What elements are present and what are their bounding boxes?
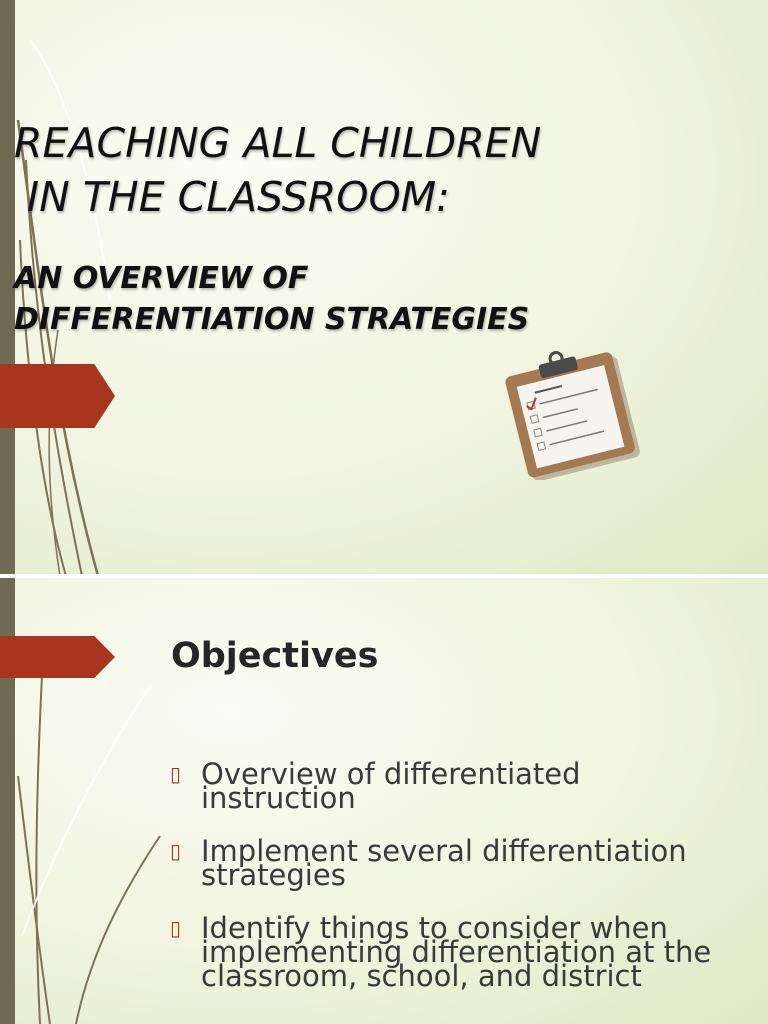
list-item-text: Overview of differentiated instruction: [201, 757, 581, 815]
objectives-heading: Objectives: [171, 636, 379, 676]
objectives-slide: [0, 576, 768, 1024]
slide-divider: [0, 574, 768, 578]
objectives-list: [170, 757, 730, 1017]
bullet-icon: ▯: [170, 916, 182, 940]
checklist-clipboard-icon: [498, 340, 648, 480]
arrow-tab: [0, 636, 115, 678]
list-item-text: Implement several differentiation strategies: [201, 834, 687, 892]
list-item: [170, 911, 730, 993]
slide-subtitle: AN OVERVIEW OF DIFFERENTIATION STRATEGIES: [14, 261, 530, 337]
arrow-tab: [0, 364, 115, 428]
slide-title: REACHING ALL CHILDREN IN THE CLASSROOM:: [14, 119, 542, 221]
bullet-icon: ▯: [170, 839, 182, 863]
list-item: [170, 834, 730, 892]
list-item-text: Identify things to consider when implementing differentiation at the classroom, school, and district: [201, 911, 712, 993]
list-item: [170, 757, 730, 815]
bullet-icon: ▯: [170, 762, 182, 786]
